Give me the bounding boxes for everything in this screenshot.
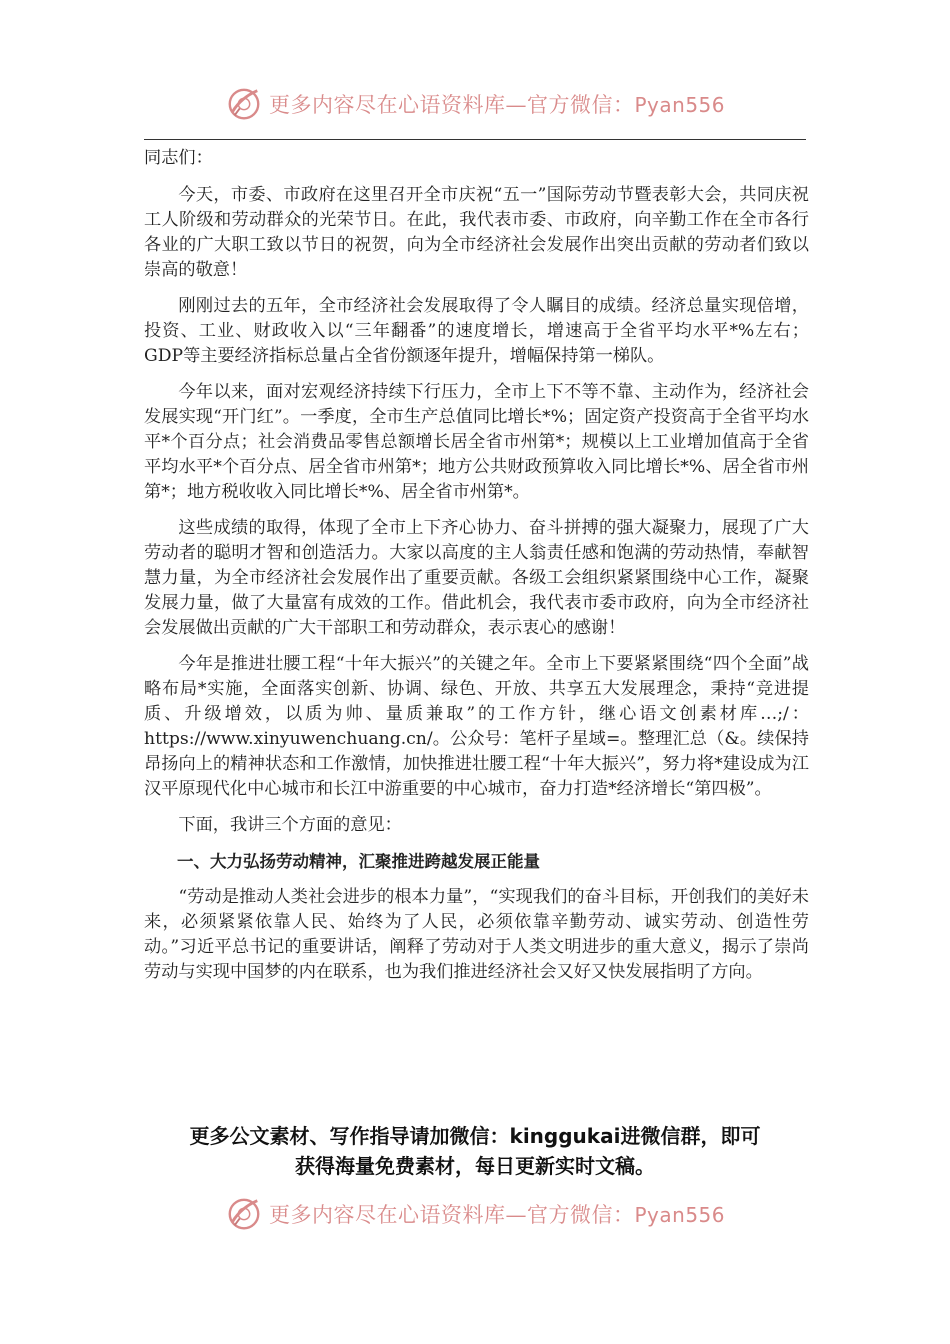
promo-line: 获得海量免费素材，每日更新实时文稿。 <box>295 1154 655 1178</box>
footer-banner <box>0 1194 950 1234</box>
paragraph: 今年是推进壮腰工程“十年大振兴”的关键之年。全市上下要紧紧围绕“四个全面”战略布局*实施，全面落实创新、协调、绿色、开放、共享五大发展理念，秉持“竞进提质、升级增效，以质为帅、量质兼取”的工作方针，继心语文创素材库…;/：https://www.xinyuwenchuang.cn/。公众号：笔杆子星域=。整理汇总（&。续保持昂扬向上的精神状态和工作激情，加快推进壮腰工程“十年大振兴”，努力将*建设成为江汉平原现代化中心城市和长江中游重要的中心城市，奋力打造*经济增长“第四极”。 <box>144 654 809 799</box>
document-body <box>144 146 809 996</box>
paragraph: “劳动是推动人类社会进步的根本力量”，“实现我们的奋斗目标，开创我们的美好未来，必须紧紧依靠人民、始终为了人民，必须依靠辛勤劳动、诚实劳动、创造性劳动。”习近平总书记的重要讲话，阐释了劳动对于人类文明进步的重大意义，揭示了崇尚劳动与实现中国梦的内在联系，也为我们推进经济社会又好又快发展指明了方向。 <box>144 887 809 982</box>
banner-text: 更多内容尽在心语资料库—官方微信：Pyan556 <box>268 93 725 117</box>
paragraph: 这些成绩的取得，体现了全市上下齐心协力、奋斗拼搏的强大凝聚力，展现了广大劳动者的聪明才智和创造活力。大家以高度的主人翁责任感和饱满的劳动热情，奉献智慧力量，为全市经济社会发展作出了重要贡献。各级工会组织紧紧围绕中心工作，凝聚发展力量，做了大量富有成效的工作。借此机会，我代表市委市政府，向为全市经济社会发展做出贡献的广大干部职工和劳动群众，表示衷心的感谢！ <box>144 518 809 638</box>
header-banner <box>0 84 950 124</box>
paragraph: 今年以来，面对宏观经济持续下行压力，全市上下不等不靠、主动作为，经济社会发展实现“开门红”。一季度，全市生产总值同比增长*%；固定资产投资高于全省平均水平*个百分点；社会消费品零售总额增长居全省市州第*；规模以上工业增加值高于全省平均水平*个百分点、居全省市州第*；地方公共财政预算收入同比增长*%、居全省市州第*；地方税收收入同比增长*%、居全省市州第*。 <box>144 382 809 502</box>
header-divider <box>144 139 806 140</box>
paragraph: 下面，我讲三个方面的意见： <box>178 815 402 835</box>
section-heading: 一、大力弘扬劳动精神，汇聚推进跨越发展正能量 <box>177 852 540 871</box>
banner-text: 更多内容尽在心语资料库—官方微信：Pyan556 <box>268 1203 725 1227</box>
paragraph: 刚刚过去的五年，全市经济社会发展取得了令人瞩目的成绩。经济总量实现倍增，投资、工业、财政收入以“三年翻番”的速度增长，增速高于全省平均水平*%左右；GDP等主要经济指标总量占全省份额逐年提升，增幅保持第一梯队。 <box>144 296 809 366</box>
pen-swirl-logo-icon <box>225 85 263 123</box>
promo-notice <box>130 1121 820 1181</box>
paragraph: 今天，市委、市政府在这里召开全市庆祝“五一”国际劳动节暨表彰大会，共同庆祝工人阶级和劳动群众的光荣节日。在此，我代表市委、市政府，向辛勤工作在全市各行各业的广大职工致以节日的祝贺，向为全市经济社会发展作出突出贡献的劳动者们致以崇高的敬意！ <box>144 185 809 280</box>
greeting: 同志们： <box>144 148 213 168</box>
promo-line: 更多公文素材、写作指导请加微信：kinggukai进微信群，即可 <box>189 1124 761 1148</box>
pen-swirl-logo-icon <box>225 1195 263 1233</box>
